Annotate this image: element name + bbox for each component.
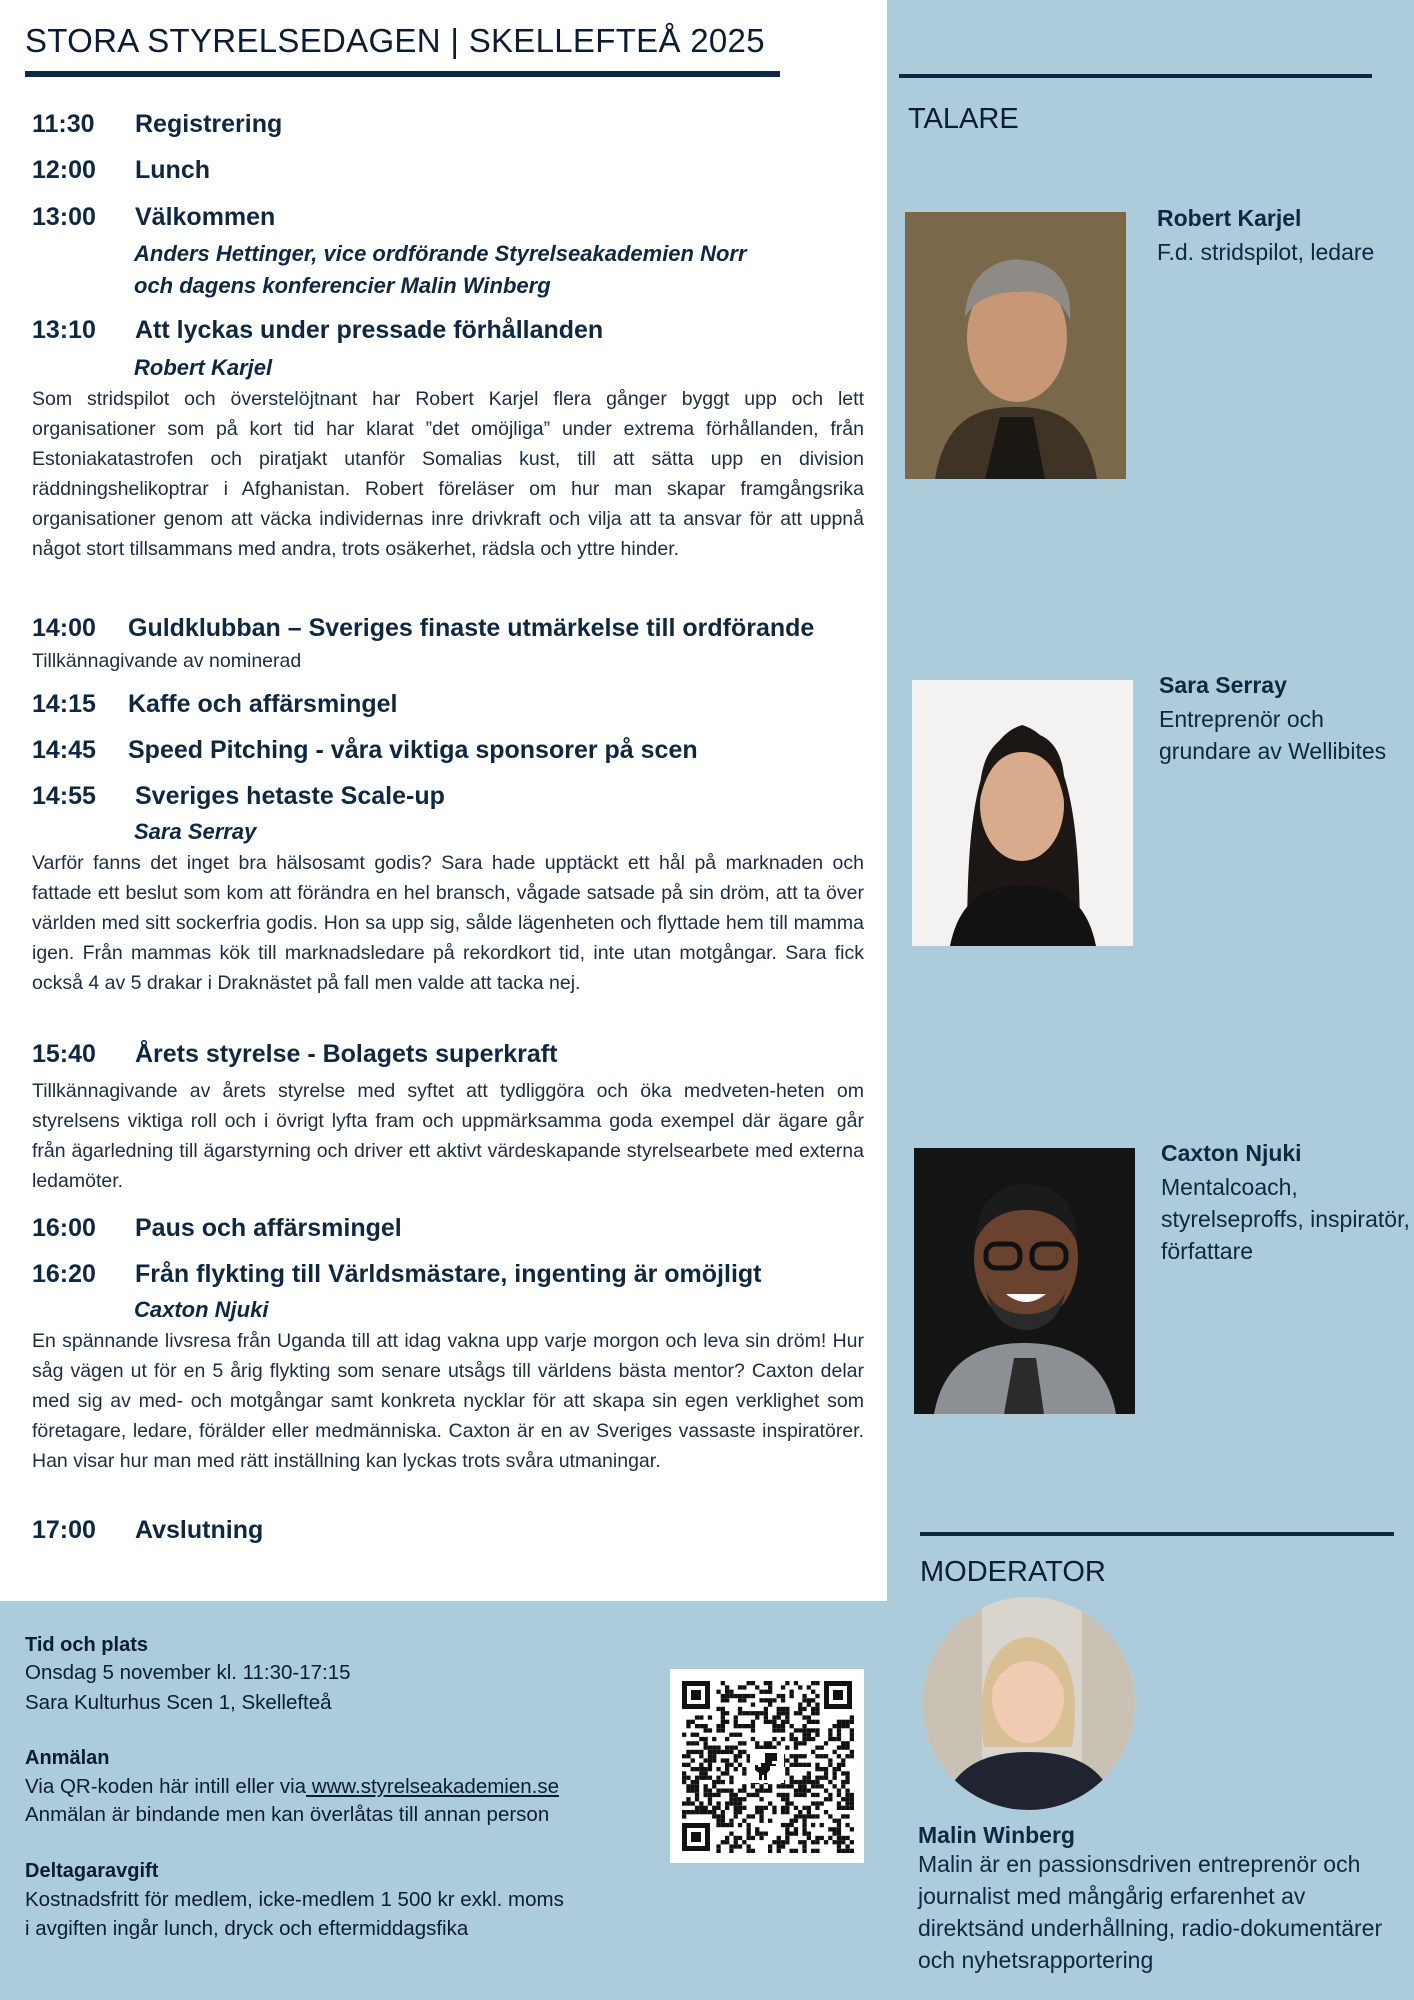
session-pressade-forhallanden: [32, 316, 603, 345]
session-title: Att lyckas under pressade förhållanden: [135, 316, 604, 344]
moderator-bio: Malin är en passionsdriven entreprenör och journalist med mångårig erfarenhet av direktsänd underhållning, radio-dokumentärer och nyhetsrapportering: [918, 1851, 1383, 1973]
session-avslutning: [32, 1516, 263, 1545]
speaker-role: F.d. stridspilot, ledare: [1157, 239, 1375, 265]
footer-heading-registration: Anmälan: [25, 1747, 110, 1769]
speaker-role: Entreprenör och grundare av Wellibites: [1159, 706, 1387, 764]
session-arets-styrelse: [32, 1040, 557, 1069]
session-scale-up: [32, 782, 445, 811]
footer-fee-includes: i avgiften ingår lunch, dryck och eftermiddagsfika: [25, 1917, 469, 1940]
session-title: Välkommen: [135, 203, 276, 231]
registration-link[interactable]: www.styrelseakademien.se: [306, 1775, 559, 1798]
session-description: Tillkännagivande av årets styrelse med syftet att tydliggöra och öka medveten-heten om styrelsens viktiga roll och i övrigt lyfta fram och uppmärksamma goda exempel där ägare går från ägarledning till ägarstyrning och driver ett aktivt värdeskapande styrelsearbete med externa ledamöter.: [32, 1080, 864, 1192]
session-title: Speed Pitching - våra viktiga sponsorer på scen: [128, 736, 698, 764]
session-speed-pitching: [32, 736, 698, 765]
footer-heading-fee: Deltagaravgift: [25, 1860, 159, 1882]
session-subtitle: Anders Hettinger, vice ordförande Styrelseakademien Norr: [134, 241, 747, 266]
session-title: Paus och affärsmingel: [135, 1214, 402, 1242]
session-title: Årets styrelse - Bolagets superkraft: [135, 1040, 558, 1068]
footer-registration-note: Anmälan är bindande men kan överlåtas till annan person: [25, 1803, 550, 1826]
session-time: 12:00: [32, 156, 96, 184]
session-speaker: Robert Karjel: [134, 355, 273, 380]
speaker-photo-robert-karjel: [905, 212, 1126, 479]
session-title: Guldklubban – Sveriges finaste utmärkelse till ordförande: [128, 614, 815, 642]
sidebar-top-divider: [899, 74, 1372, 78]
session-title: Sveriges hetaste Scale-up: [135, 782, 445, 810]
speaker-photo-sara-serray: [912, 680, 1133, 946]
session-time: 11:30: [32, 110, 95, 138]
session-time: 14:00: [32, 614, 96, 642]
session-time: 14:45: [32, 736, 96, 764]
session-paus: [32, 1214, 402, 1243]
speaker-name: Caxton Njuki: [1161, 1140, 1302, 1166]
session-speaker: Caxton Njuki: [134, 1297, 269, 1322]
moderator-name: Malin Winberg: [918, 1822, 1075, 1848]
footer-fee-line: Kostnadsfritt för medlem, icke-medlem 1 500 kr exkl. moms: [25, 1888, 564, 1911]
session-subtitle: och dagens konferencier Malin Winberg: [134, 273, 551, 298]
speaker-photo-caxton-njuki: [914, 1148, 1135, 1414]
session-registrering: [32, 110, 282, 139]
session-time: 14:15: [32, 690, 96, 718]
title-divider: [25, 71, 780, 77]
speaker-role: Mentalcoach, styrelseproffs, inspiratör, författare: [1161, 1174, 1410, 1264]
session-description: Varför fanns det inget bra hälsosamt godis? Sara hade upptäckt ett hål på marknaden och fattade ett beslut som kom att förändra en hel bransch, vågade satsade på sin dröm, att ta över världen med sitt sockerfria godis. Hon sa upp sig, sålde lägenheten och flyttade hem till mamma igen. Från mammas kök till marknadsledare på rekordkort tid, inte utan motgångar. Sara fick också 4 av 5 drakar i Draknästet på fall men valde att tacka nej.: [32, 852, 864, 994]
session-valkommen: [32, 203, 275, 232]
session-time: 16:20: [32, 1260, 96, 1288]
session-guldklubban: [32, 614, 814, 643]
session-note: Tillkännagivande av nominerad: [32, 650, 302, 672]
session-title: Lunch: [135, 156, 210, 184]
session-lunch: [32, 156, 210, 185]
speakers-heading: TALARE: [908, 103, 1019, 135]
session-time: 13:00: [32, 203, 96, 231]
moderator-heading: MODERATOR: [920, 1556, 1106, 1588]
footer-registration-text: Via QR-koden här intill eller via: [25, 1775, 307, 1798]
session-description: En spännande livsresa från Uganda till att idag vakna upp varje morgon och leva sin dröm! Hur såg vägen ut för en 5 årig flykting som senare utsågs till världens bästa mentor? Caxton delar med sig av med- och motgångar samt konkreta nycklar för att skapa sin egen verklighet som företagare, ledare, förälder eller medmänniska. Caxton är en av Sveriges vassaste inspiratörer. Han visar hur man med rätt inställning kan lyckas trots svåra utmaningar.: [32, 1330, 864, 1472]
qr-code-graphic: [670, 1669, 864, 1863]
session-title: Registrering: [135, 110, 283, 138]
session-time: 17:00: [32, 1516, 96, 1544]
session-title: Kaffe och affärsmingel: [128, 690, 398, 718]
session-title: Från flykting till Världsmästare, ingenting är omöjligt: [135, 1260, 762, 1288]
moderator-photo-malin-winberg: [922, 1597, 1135, 1810]
footer-registration-line: [25, 1775, 559, 1799]
registration-qr-code[interactable]: [670, 1669, 864, 1863]
session-description: Som stridspilot och överstelöjtnant har Robert Karjel flera gånger byggt upp och lett organisationer som på kort tid har klarat ”det omöjliga” under extrema förhållanden, från Estoniakatastrofen och piratjakt utanför Somalias kust, till att sätta upp en division räddningshelikoptrar i Afghanistan. Robert föreläser om hur man skapar framgångsrika organisationer genom att väcka individernas inre drivkraft och vilja att ta ansvar för att uppnå något stort tillsammans med andra, trots osäkerhet, rädsla och yttre hinder.: [32, 388, 864, 560]
footer-date: Onsdag 5 november kl. 11:30-17:15: [25, 1661, 351, 1684]
session-time: 14:55: [32, 782, 96, 810]
session-time: 13:10: [32, 316, 96, 344]
moderator-divider: [920, 1532, 1394, 1536]
page-title: STORA STYRELSEDAGEN | SKELLEFTEÅ 2025: [25, 22, 765, 59]
speaker-name: Robert Karjel: [1157, 205, 1302, 231]
session-title: Avslutning: [135, 1516, 264, 1544]
session-kaffe: [32, 690, 398, 719]
footer-heading-time-place: Tid och plats: [25, 1634, 148, 1656]
speaker-name: Sara Serray: [1159, 672, 1287, 698]
session-time: 16:00: [32, 1214, 96, 1242]
session-speaker: Sara Serray: [134, 819, 257, 844]
footer-venue: Sara Kulturhus Scen 1, Skellefteå: [25, 1691, 332, 1714]
session-flykting: [32, 1260, 762, 1289]
session-time: 15:40: [32, 1040, 96, 1068]
